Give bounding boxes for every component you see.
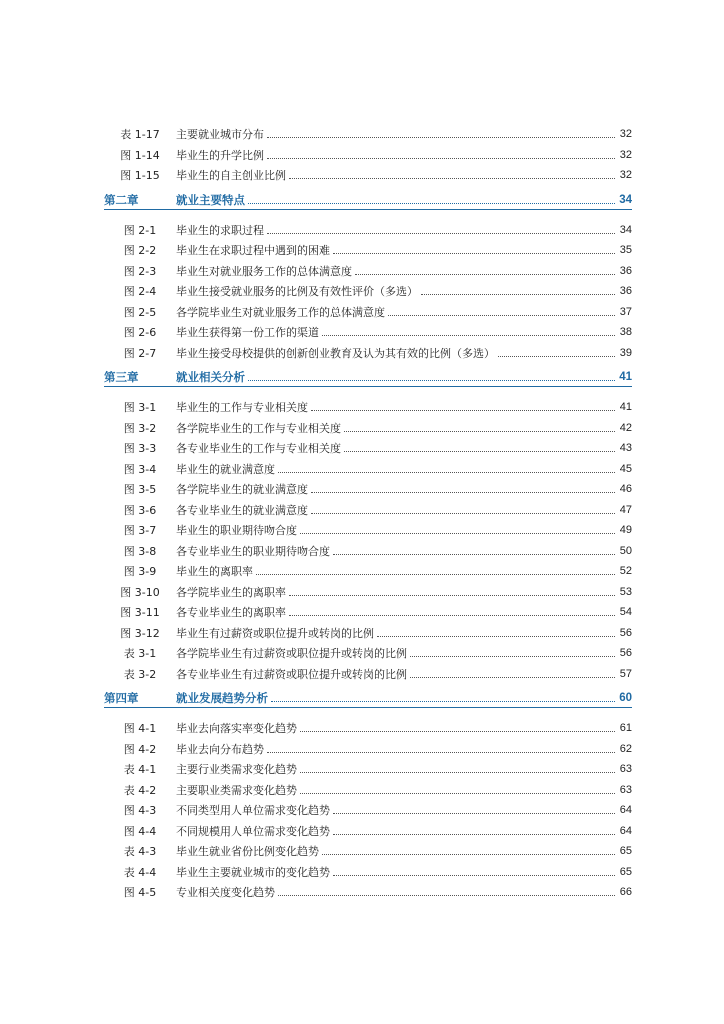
toc-entry[interactable]	[104, 124, 632, 144]
toc-leader-dots	[355, 273, 615, 275]
toc-entry[interactable]	[104, 145, 632, 165]
toc-title: 主要行业类需求变化趋势	[176, 763, 297, 776]
toc-entry[interactable]	[104, 821, 632, 841]
toc-title: 不同类型用人单位需求变化趋势	[176, 804, 330, 817]
toc-entry[interactable]	[104, 780, 632, 800]
toc-title: 各专业毕业生有过薪资或职位提升或转岗的比例	[176, 667, 407, 681]
toc-title: 各学院毕业生有过薪资或职位提升或转岗的比例	[176, 647, 407, 660]
toc-title: 就业发展趋势分析	[176, 691, 268, 705]
toc-title: 毕业生接受母校提供的创新创业教育及认为其有效的比例（多选）	[176, 346, 495, 360]
toc-leader-dots	[267, 157, 615, 159]
toc-page-number: 63	[619, 783, 632, 796]
toc-label: 图 2-6	[123, 326, 157, 339]
toc-label: 表 4-2	[123, 783, 157, 797]
toc-leader-dots	[289, 177, 615, 179]
toc-label: 图 3-5	[123, 483, 157, 496]
toc-page-number: 49	[619, 524, 632, 536]
toc-label: 图 3-8	[123, 544, 157, 558]
toc-chapter[interactable]	[104, 367, 632, 387]
toc-entry[interactable]	[104, 500, 632, 520]
toc-title: 不同规模用人单位需求变化趋势	[176, 824, 330, 838]
toc-chapter[interactable]	[104, 190, 632, 210]
toc-page-number: 32	[619, 148, 632, 161]
toc-leader-dots	[333, 833, 615, 835]
toc-title: 毕业生对就业服务工作的总体满意度	[176, 264, 352, 278]
toc-label: 图 3-2	[123, 421, 157, 435]
toc-page-number: 56	[619, 626, 632, 639]
toc-label: 图 3-11	[120, 606, 160, 619]
toc-title: 各学院毕业生的工作与专业相关度	[176, 421, 341, 435]
toc-page-number: 64	[619, 824, 632, 837]
toc-entry[interactable]	[104, 520, 632, 540]
toc-page-number: 56	[619, 647, 632, 659]
toc-label: 表 4-1	[123, 763, 157, 776]
toc-page-number: 42	[619, 421, 632, 434]
toc-entry[interactable]	[104, 643, 632, 663]
toc-page-number: 47	[619, 503, 632, 516]
toc-leader-dots	[300, 532, 615, 534]
toc-leader-dots	[410, 655, 615, 657]
toc-page-number: 66	[619, 886, 632, 898]
toc-title: 毕业生就业省份比例变化趋势	[176, 845, 319, 858]
toc-entry[interactable]	[104, 302, 632, 322]
chapter-underline	[104, 209, 632, 210]
toc-label: 图 2-7	[123, 346, 157, 360]
toc-entry[interactable]	[104, 841, 632, 861]
toc-entry[interactable]	[104, 623, 632, 643]
toc-leader-dots	[388, 314, 615, 316]
toc-leader-dots	[300, 771, 615, 773]
toc-entry[interactable]	[104, 882, 632, 902]
toc-label: 图 1-15	[120, 169, 160, 182]
toc-entry[interactable]	[104, 281, 632, 301]
toc-page-number: 34	[619, 223, 632, 236]
toc-label: 表 3-1	[123, 647, 157, 660]
toc-label: 图 3-4	[123, 462, 157, 476]
toc-label: 图 1-14	[120, 148, 160, 162]
toc-title: 各专业毕业生的就业满意度	[176, 503, 308, 517]
toc-title: 各学院毕业生对就业服务工作的总体满意度	[176, 305, 385, 319]
toc-entry[interactable]	[104, 261, 632, 281]
toc-leader-dots	[498, 355, 615, 357]
toc-label: 图 2-5	[123, 305, 157, 319]
toc-page-number: 43	[619, 442, 632, 454]
toc-page-number: 34	[619, 193, 632, 206]
toc-label: 图 3-10	[120, 585, 160, 599]
toc-leader-dots	[271, 700, 615, 702]
toc-title: 主要职业类需求变化趋势	[176, 783, 297, 797]
toc-entry[interactable]	[104, 602, 632, 622]
toc-title: 毕业生的升学比例	[176, 148, 264, 162]
toc-leader-dots	[248, 379, 615, 381]
toc-entry[interactable]	[104, 459, 632, 479]
toc-entry[interactable]	[104, 240, 632, 260]
toc-entry[interactable]	[104, 862, 632, 882]
toc-title: 专业相关度变化趋势	[176, 886, 275, 899]
toc-page-number: 65	[619, 865, 632, 878]
toc-title: 毕业生主要就业城市的变化趋势	[176, 865, 330, 879]
toc-title: 毕业生的求职过程	[176, 223, 264, 237]
toc-label: 第四章	[104, 691, 139, 705]
toc-page-number: 45	[619, 462, 632, 475]
toc-page-number: 41	[619, 371, 632, 383]
toc-leader-dots	[311, 409, 615, 411]
toc-entry[interactable]	[104, 739, 632, 759]
toc-page-number: 46	[619, 483, 632, 495]
toc-leader-dots	[267, 751, 615, 753]
toc-label: 表 4-4	[123, 865, 157, 879]
toc-title: 主要就业城市分布	[176, 128, 264, 141]
toc-title: 各专业毕业生的职业期待吻合度	[176, 544, 330, 558]
toc-page-number: 57	[619, 667, 632, 680]
toc-page-number: 63	[619, 763, 632, 775]
toc-entry[interactable]	[104, 479, 632, 499]
toc-page-number: 54	[619, 606, 632, 618]
toc-title: 毕业生接受就业服务的比例及有效性评价（多选）	[176, 285, 418, 298]
toc-leader-dots	[377, 635, 615, 637]
toc-leader-dots	[300, 792, 615, 794]
toc-title: 毕业生的职业期待吻合度	[176, 524, 297, 537]
toc-label: 图 3-7	[123, 524, 157, 537]
toc-label: 表 3-2	[123, 667, 157, 681]
toc-label: 图 3-3	[123, 442, 157, 455]
toc-page-number: 36	[619, 264, 632, 277]
toc-label: 图 4-5	[123, 886, 157, 899]
toc-page-number: 52	[619, 565, 632, 577]
toc-leader-dots	[344, 450, 615, 452]
toc-page-number: 62	[619, 742, 632, 755]
toc-title: 毕业生获得第一份工作的渠道	[176, 326, 319, 339]
toc-page-number: 64	[619, 804, 632, 816]
toc-title: 毕业去向分布趋势	[176, 742, 264, 756]
toc-entry[interactable]	[104, 759, 632, 779]
toc-title: 毕业生有过薪资或职位提升或转岗的比例	[176, 626, 374, 640]
chapter-underline	[104, 707, 632, 708]
toc-leader-dots	[410, 676, 615, 678]
toc-entry[interactable]	[104, 800, 632, 820]
toc-entry[interactable]	[104, 582, 632, 602]
toc-label: 图 2-1	[123, 223, 157, 237]
toc-leader-dots	[333, 812, 615, 814]
toc-page-number: 61	[619, 722, 632, 734]
toc-leader-dots	[333, 553, 615, 555]
toc-leader-dots	[421, 293, 615, 295]
toc-label: 图 3-1	[123, 401, 157, 414]
toc-page-number: 41	[619, 401, 632, 413]
toc-label: 图 2-4	[123, 285, 157, 298]
toc-label: 图 3-6	[123, 503, 157, 517]
toc-entry[interactable]	[104, 561, 632, 581]
toc-title: 毕业生的离职率	[176, 565, 253, 578]
toc-title: 各学院毕业生的离职率	[176, 585, 286, 599]
toc-title: 毕业去向落实率变化趋势	[176, 722, 297, 735]
toc-leader-dots	[333, 874, 615, 876]
toc-page-number: 60	[619, 692, 632, 704]
toc-entry[interactable]	[104, 438, 632, 458]
toc-label: 图 4-4	[123, 824, 157, 838]
toc-title: 各专业毕业生的离职率	[176, 606, 286, 619]
toc-page-number: 36	[619, 285, 632, 297]
toc-leader-dots	[278, 894, 615, 896]
toc-entry[interactable]	[104, 718, 632, 738]
toc-entry[interactable]	[104, 343, 632, 363]
toc-title: 毕业生的自主创业比例	[176, 169, 286, 182]
toc-entry[interactable]	[104, 220, 632, 240]
toc-leader-dots	[322, 334, 615, 336]
toc-page-number: 50	[619, 544, 632, 557]
toc-entry[interactable]	[104, 397, 632, 417]
toc-label: 图 4-2	[123, 742, 157, 756]
toc-page-number: 38	[619, 326, 632, 338]
toc-title: 各专业毕业生的工作与专业相关度	[176, 442, 341, 455]
toc-label: 图 4-1	[123, 722, 157, 735]
toc-entry[interactable]	[104, 664, 632, 684]
toc-title: 各学院毕业生的就业满意度	[176, 483, 308, 496]
toc-leader-dots	[248, 202, 615, 204]
toc-leader-dots	[289, 594, 615, 596]
toc-leader-dots	[289, 614, 615, 616]
toc-label: 表 4-3	[123, 845, 157, 858]
toc-leader-dots	[256, 573, 615, 575]
toc-title: 毕业生在求职过程中遇到的困难	[176, 244, 330, 257]
toc-page-number: 32	[619, 128, 632, 140]
toc-entry[interactable]	[104, 541, 632, 561]
toc-label: 表 1-17	[120, 128, 160, 141]
toc-leader-dots	[311, 512, 615, 514]
toc-leader-dots	[267, 232, 615, 234]
toc-title: 毕业生的就业满意度	[176, 462, 275, 476]
toc-label: 第三章	[104, 370, 139, 384]
toc-label: 图 2-3	[123, 264, 157, 278]
toc-title: 就业主要特点	[176, 192, 245, 207]
toc-page-number: 37	[619, 305, 632, 318]
toc-page-number: 32	[619, 169, 632, 181]
toc-label: 图 2-2	[123, 244, 157, 257]
toc-label: 图 4-3	[123, 804, 157, 817]
toc-leader-dots	[267, 136, 615, 138]
toc-page-number: 39	[619, 346, 632, 359]
toc-leader-dots	[278, 471, 615, 473]
toc-title: 毕业生的工作与专业相关度	[176, 401, 308, 414]
toc-leader-dots	[344, 430, 615, 432]
toc-page-number: 53	[619, 585, 632, 598]
chapter-underline	[104, 386, 632, 387]
toc-entry[interactable]	[104, 165, 632, 185]
toc-chapter[interactable]	[104, 688, 632, 708]
toc-entry[interactable]	[104, 322, 632, 342]
toc-leader-dots	[322, 853, 615, 855]
toc-label: 图 3-9	[123, 565, 157, 578]
toc-entry[interactable]	[104, 418, 632, 438]
toc-label: 第二章	[104, 192, 139, 207]
toc-leader-dots	[333, 252, 615, 254]
toc-page-number: 35	[619, 244, 632, 256]
toc-title: 就业相关分析	[176, 370, 245, 384]
toc-leader-dots	[300, 730, 615, 732]
toc-label: 图 3-12	[120, 626, 160, 640]
toc-leader-dots	[311, 491, 615, 493]
toc-page-number: 65	[619, 845, 632, 857]
